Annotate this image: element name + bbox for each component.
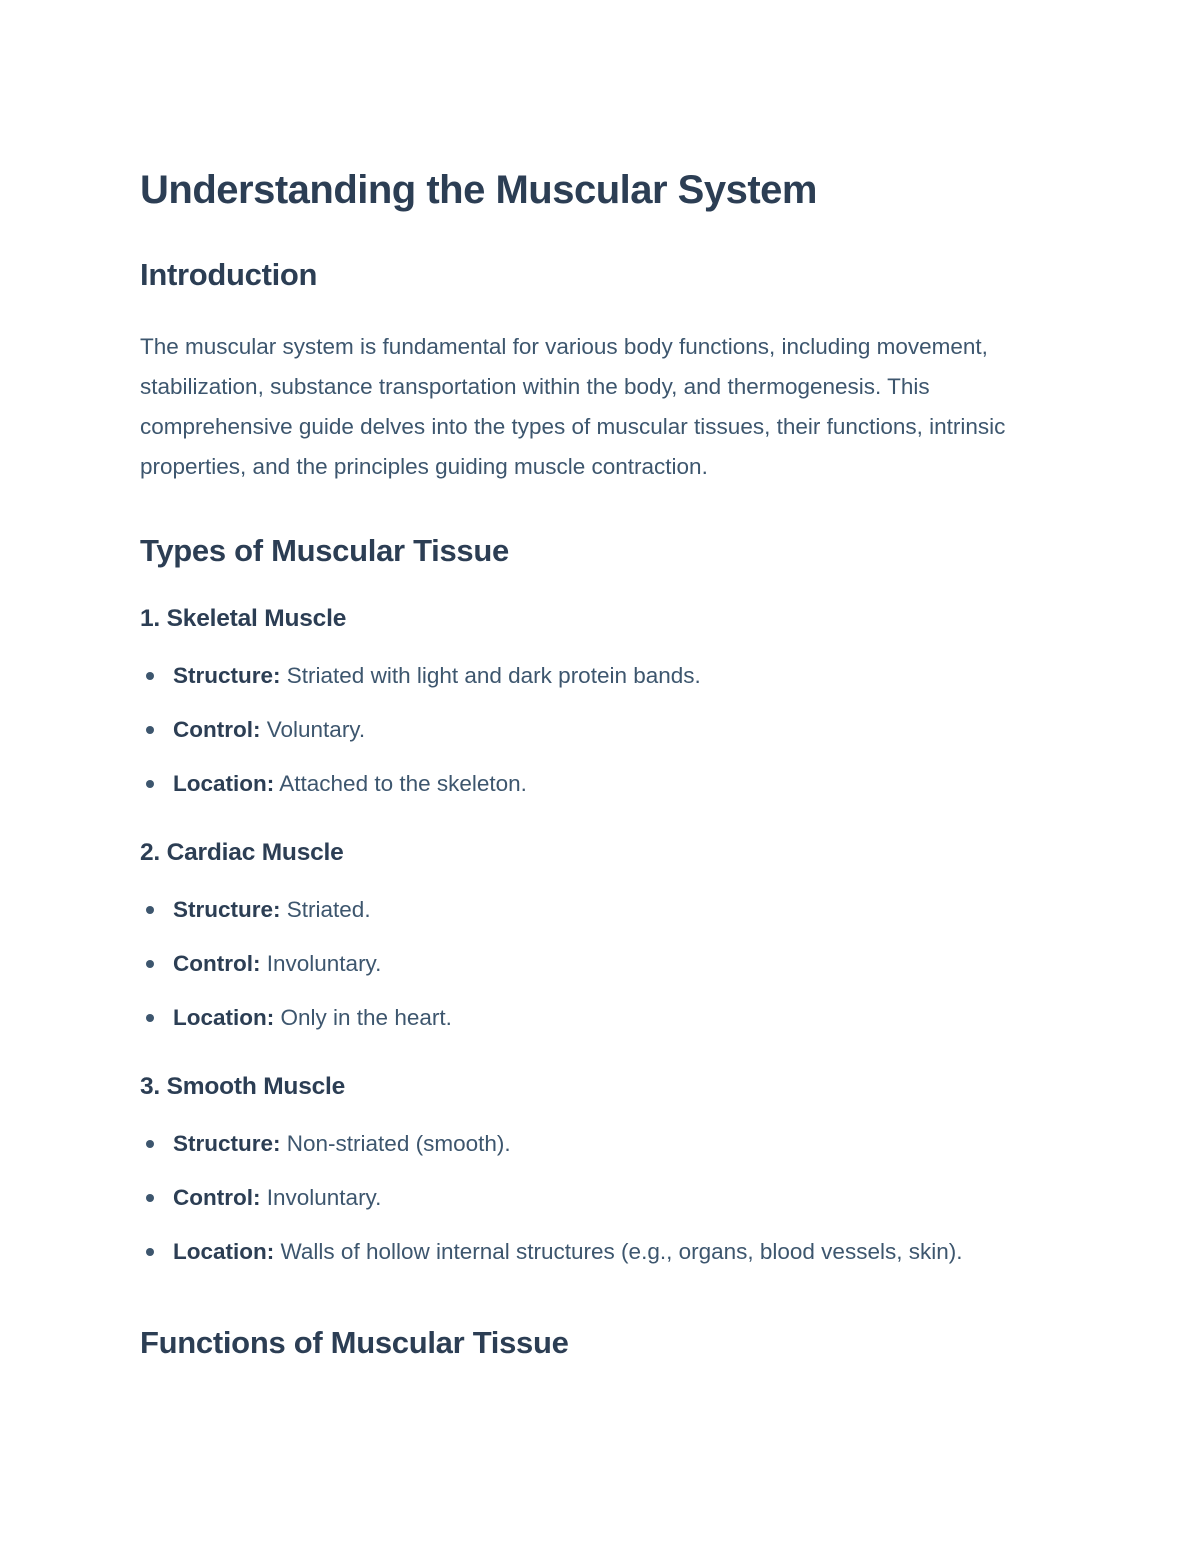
smooth-muscle-heading: 3. Smooth Muscle: [140, 1073, 346, 1100]
subsection-cardiac-muscle: [140, 839, 1060, 1035]
cardiac-muscle-heading: 2. Cardiac Muscle: [140, 839, 344, 866]
bullet-label: Location:: [173, 1005, 275, 1030]
bullet-item: [140, 893, 1060, 927]
skeletal-muscle-bullet-list: [140, 659, 1060, 801]
section-functions-of-muscular-tissue: [140, 1325, 1060, 1361]
skeletal-muscle-heading: 1. Skeletal Muscle: [140, 605, 347, 632]
bullet-label: Control:: [173, 1185, 261, 1210]
section-types-of-muscular-tissue: [140, 533, 1060, 1269]
document-title: Understanding the Muscular System: [140, 168, 817, 212]
bullet-text: Involuntary.: [266, 1185, 382, 1210]
bullet-text: Involuntary.: [266, 951, 382, 976]
introduction-paragraph: The muscular system is fundamental for various body functions, including movement, stabilization, substance transportation within the body, and thermogenesis. This comprehensive guide delves into the types of muscular tissues, their functions, intrinsic properties, and the principles guiding muscle contraction.: [140, 334, 1006, 479]
bullet-item: [140, 1181, 1060, 1215]
bullet-text: Only in the heart.: [280, 1005, 452, 1030]
subsection-skeletal-muscle: [140, 605, 1060, 801]
bullet-label: Control:: [173, 951, 261, 976]
introduction-heading: Introduction: [140, 257, 318, 292]
bullet-label: Location:: [173, 771, 275, 796]
bullet-label: Structure:: [173, 1131, 281, 1156]
bullet-label: Structure:: [173, 897, 281, 922]
functions-heading: Functions of Muscular Tissue: [140, 1325, 569, 1360]
bullet-text: Walls of hollow internal structures (e.g., organs, blood vessels, skin).: [280, 1239, 963, 1264]
bullet-text: Striated.: [286, 897, 371, 922]
bullet-label: Location:: [173, 1239, 275, 1264]
smooth-muscle-bullet-list: [140, 1127, 1060, 1269]
bullet-item: [140, 1001, 1060, 1035]
bullet-item: [140, 767, 1060, 801]
bullet-text: Striated with light and dark protein bands.: [286, 663, 701, 688]
subsection-smooth-muscle: [140, 1073, 1060, 1269]
types-heading: Types of Muscular Tissue: [140, 533, 509, 568]
bullet-item: [140, 659, 1060, 693]
bullet-label: Structure:: [173, 663, 281, 688]
bullet-text: Voluntary.: [266, 717, 366, 742]
section-introduction: [140, 257, 1060, 487]
cardiac-muscle-bullet-list: [140, 893, 1060, 1035]
bullet-item: [140, 1127, 1060, 1161]
bullet-item: [140, 947, 1060, 981]
bullet-text: Attached to the skeleton.: [279, 771, 527, 796]
bullet-item: [140, 1235, 1060, 1269]
bullet-label: Control:: [173, 717, 261, 742]
bullet-text: Non-striated (smooth).: [286, 1131, 511, 1156]
bullet-item: [140, 713, 1060, 747]
